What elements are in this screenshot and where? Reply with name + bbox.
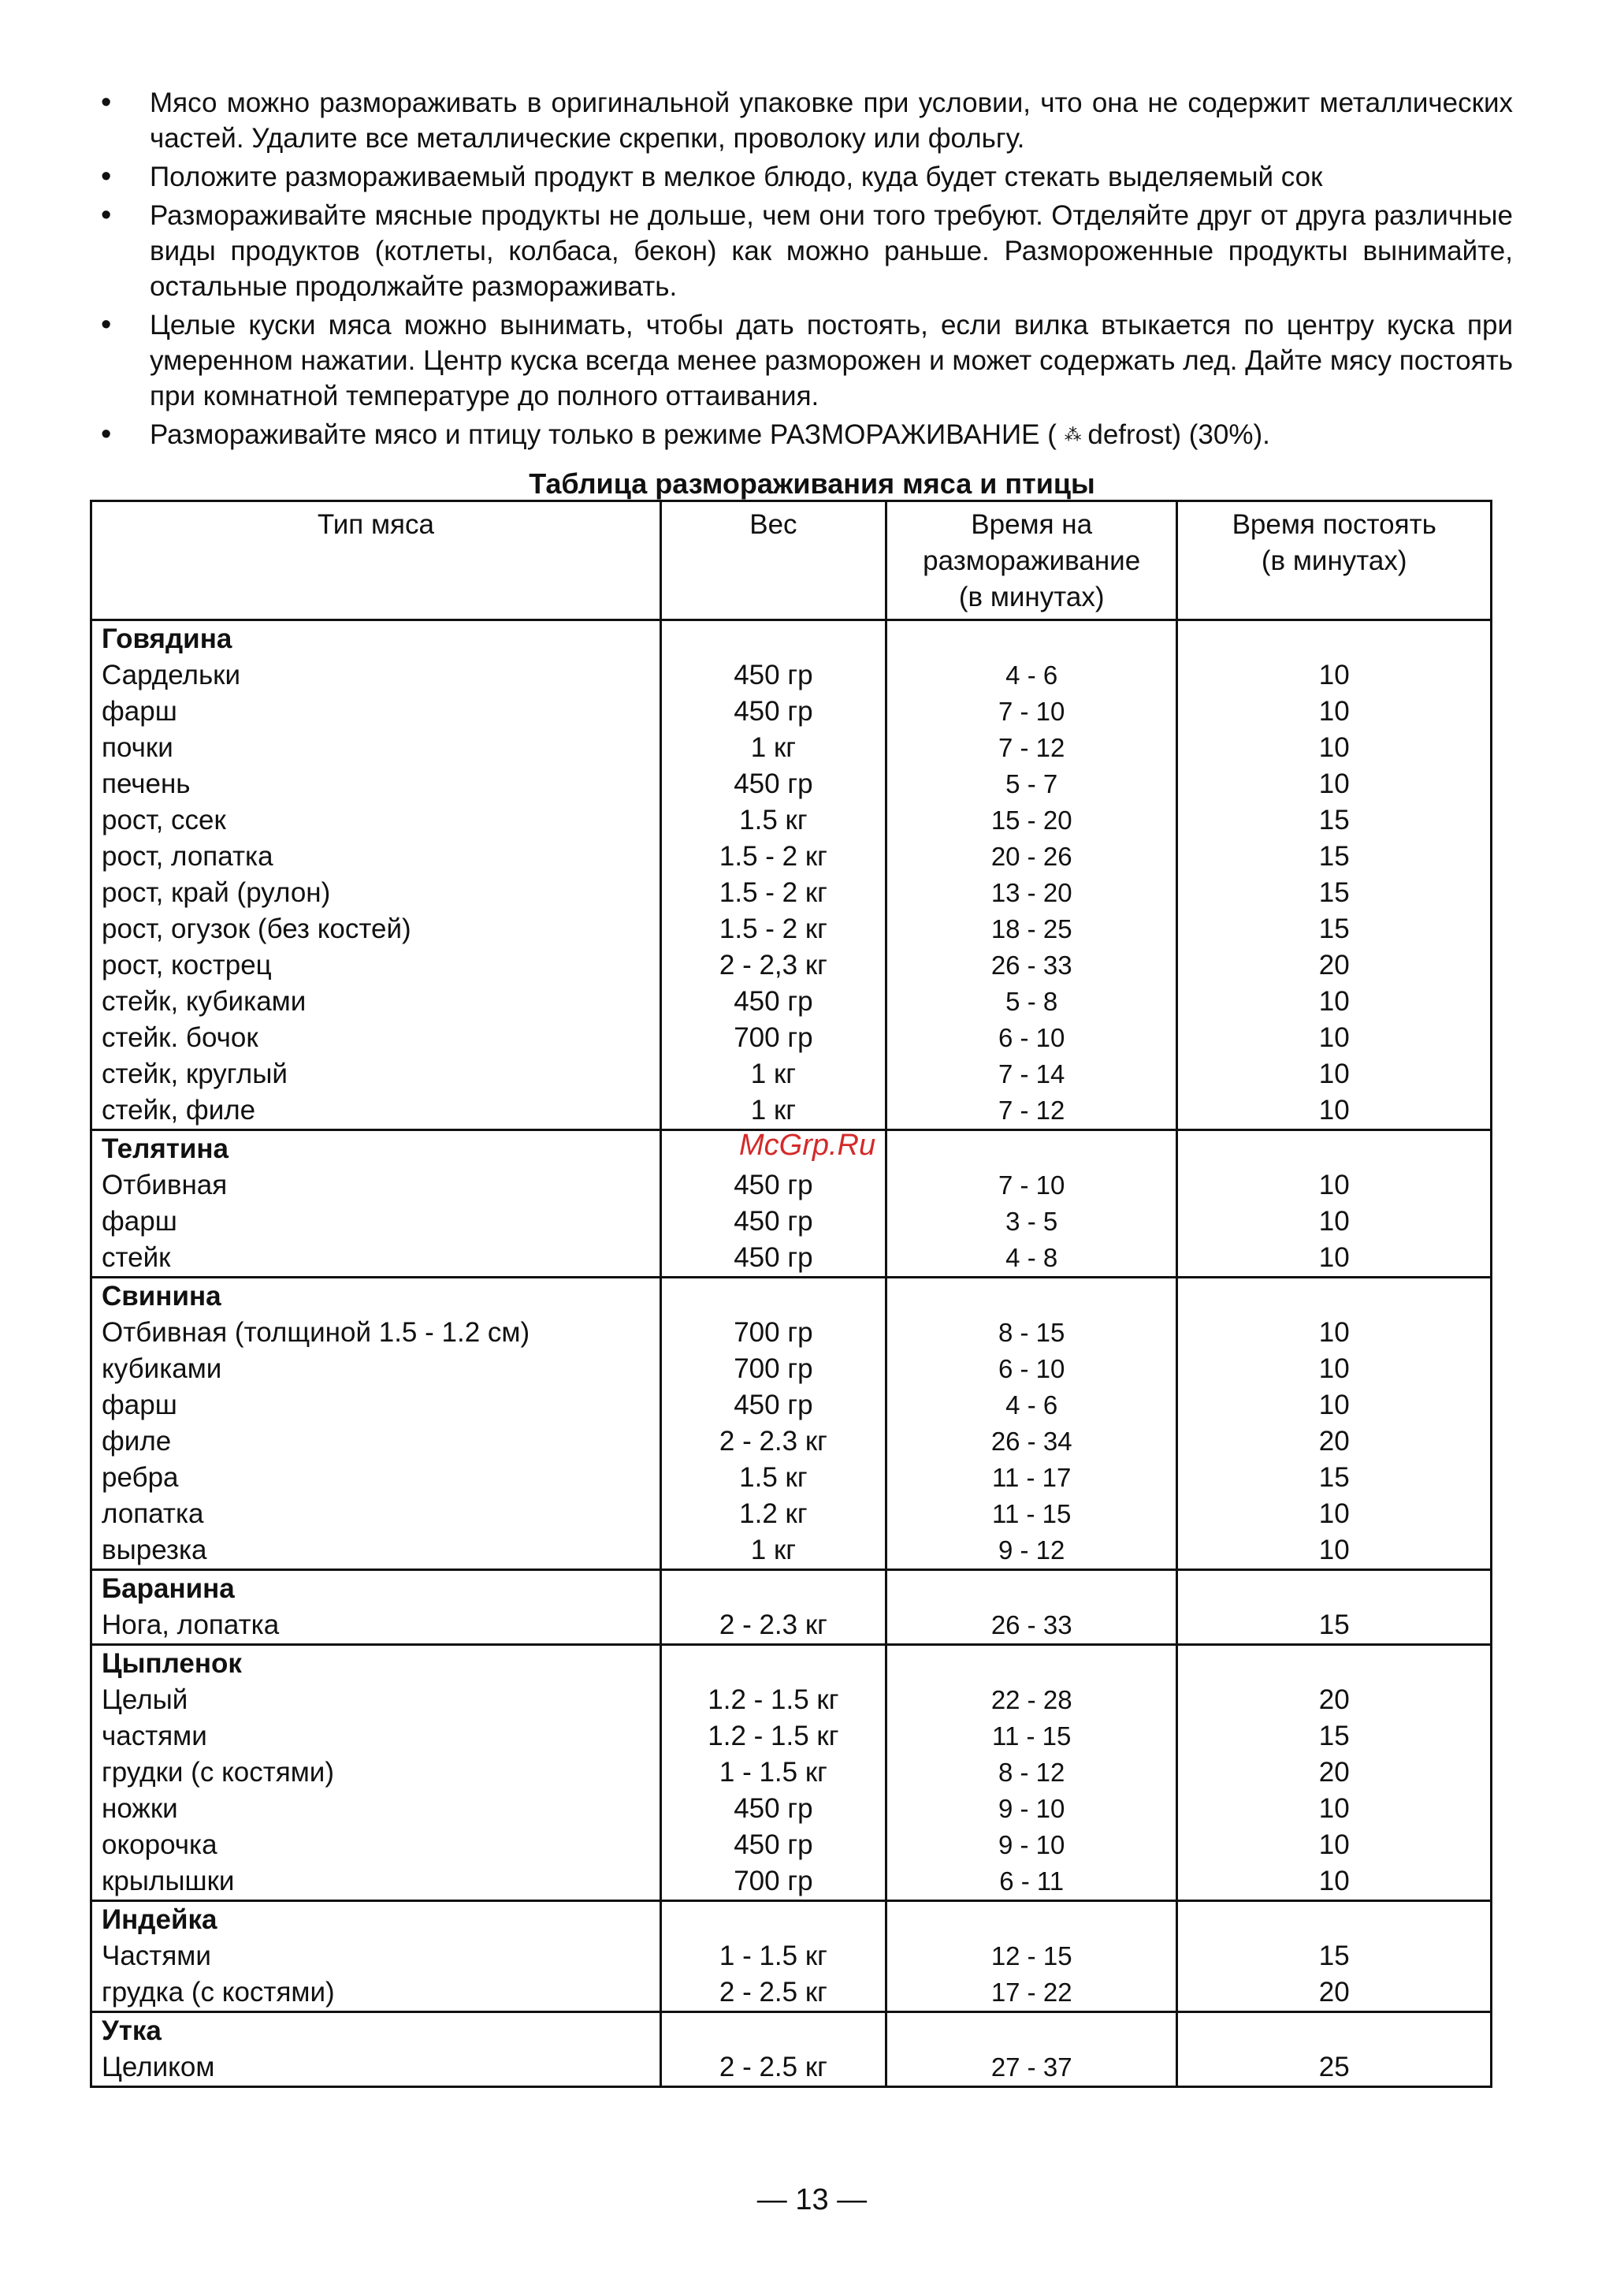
header-label: Время на — [971, 509, 1093, 540]
cell-meat-type: ножки — [91, 1791, 661, 1827]
header-label: Тип мяса — [317, 509, 434, 540]
cell-stand-time: 15 — [1177, 1718, 1492, 1755]
table-row — [91, 1056, 1492, 1092]
cell-stand-time: 10 — [1177, 1020, 1492, 1056]
cell-meat-type: фарш — [91, 1204, 661, 1240]
cell-weight: 1.5 кг — [660, 802, 886, 839]
header-label: размораживание — [923, 545, 1141, 576]
cell-meat-type: Частями — [91, 1938, 661, 1974]
empty-cell — [660, 1645, 886, 1683]
cell-weight: 2 - 2,3 кг — [660, 947, 886, 984]
cell-stand-time: 15 — [1177, 875, 1492, 911]
cell-meat-type: грудка (с костями) — [91, 1974, 661, 2012]
meat-group — [91, 1645, 1492, 1901]
table-row — [91, 1682, 1492, 1718]
cell-weight: 700 гр — [660, 1863, 886, 1901]
cell-stand-time: 20 — [1177, 1755, 1492, 1791]
cell-defrost-time: 5 - 7 — [886, 766, 1176, 802]
cell-defrost-time: 27 - 37 — [886, 2049, 1176, 2087]
table-title: Таблица размораживания мяса и птицы — [529, 467, 1095, 500]
cell-weight: 450 гр — [660, 766, 886, 802]
category-name: Цыпленок — [91, 1645, 661, 1683]
category-name: Говядина — [91, 620, 661, 658]
table-row — [91, 1607, 1492, 1645]
meat-group — [91, 2012, 1492, 2087]
cell-weight: 450 гр — [660, 1791, 886, 1827]
cell-defrost-time: 13 - 20 — [886, 875, 1176, 911]
cell-weight: 1.5 - 2 кг — [660, 911, 886, 947]
category-name: Баранина — [91, 1570, 661, 1608]
cell-meat-type: грудки (с костями) — [91, 1755, 661, 1791]
table-row — [91, 1532, 1492, 1570]
cell-weight: 450 гр — [660, 1827, 886, 1863]
table-row — [91, 1240, 1492, 1278]
cell-weight: 1.2 кг — [660, 1496, 886, 1532]
empty-cell — [660, 1901, 886, 1939]
cell-stand-time: 15 — [1177, 802, 1492, 839]
cell-defrost-time: 6 - 10 — [886, 1351, 1176, 1387]
table-row — [91, 1020, 1492, 1056]
cell-stand-time: 10 — [1177, 766, 1492, 802]
cell-stand-time: 15 — [1177, 1460, 1492, 1496]
table-row — [91, 839, 1492, 875]
category-row — [91, 2012, 1492, 2050]
empty-cell — [1177, 1130, 1492, 1168]
cell-weight: 700 гр — [660, 1351, 886, 1387]
table-row — [91, 1167, 1492, 1204]
cell-meat-type: фарш — [91, 694, 661, 730]
instruction-item-defrost-mode — [95, 417, 1513, 452]
cell-weight: 1.5 - 2 кг — [660, 875, 886, 911]
table-row — [91, 1315, 1492, 1351]
meat-group — [91, 620, 1492, 1130]
cell-defrost-time: 8 - 12 — [886, 1755, 1176, 1791]
cell-stand-time: 10 — [1177, 1827, 1492, 1863]
category-row — [91, 1570, 1492, 1608]
cell-defrost-time: 7 - 12 — [886, 730, 1176, 766]
cell-weight: 1.2 - 1.5 кг — [660, 1718, 886, 1755]
cell-defrost-time: 8 - 15 — [886, 1315, 1176, 1351]
table-row — [91, 1351, 1492, 1387]
cell-meat-type: рост, огузок (без костей) — [91, 911, 661, 947]
cell-defrost-time: 18 - 25 — [886, 911, 1176, 947]
cell-defrost-time: 4 - 6 — [886, 657, 1176, 694]
header-stand-time — [1177, 501, 1492, 620]
category-name: Утка — [91, 2012, 661, 2050]
category-name: Телятина — [91, 1130, 661, 1168]
instruction-text: Размораживайте мясо и птицу только в режиме РАЗМОРАЖИВАНИЕ ( — [150, 419, 1057, 450]
header-label: (в минутах) — [958, 582, 1105, 612]
cell-weight: 450 гр — [660, 694, 886, 730]
table-row — [91, 802, 1492, 839]
cell-weight: 1 кг — [660, 1532, 886, 1570]
cell-stand-time: 10 — [1177, 1092, 1492, 1130]
page-number: — 13 — — [756, 2183, 868, 2216]
empty-cell — [886, 2012, 1176, 2050]
instruction-suffix: ) (30%). — [1172, 419, 1270, 450]
empty-cell — [1177, 2012, 1492, 2050]
cell-defrost-time: 17 - 22 — [886, 1974, 1176, 2012]
cell-defrost-time: 26 - 33 — [886, 947, 1176, 984]
empty-cell — [1177, 1645, 1492, 1683]
cell-stand-time: 10 — [1177, 1351, 1492, 1387]
meat-group — [91, 1278, 1492, 1570]
cell-weight: 2 - 2.3 кг — [660, 1607, 886, 1645]
table-row — [91, 984, 1492, 1020]
cell-meat-type: вырезка — [91, 1532, 661, 1570]
empty-cell — [1177, 1901, 1492, 1939]
cell-meat-type: стейк, филе — [91, 1092, 661, 1130]
cell-weight: 2 - 2.5 кг — [660, 1974, 886, 2012]
table-row — [91, 1755, 1492, 1791]
cell-meat-type: Отбивная (толщиной 1.5 - 1.2 см) — [91, 1315, 661, 1351]
cell-meat-type: Целиком — [91, 2049, 661, 2087]
category-row — [91, 1278, 1492, 1315]
empty-cell — [886, 1901, 1176, 1939]
cell-stand-time: 20 — [1177, 1974, 1492, 2012]
cell-weight: 2 - 2.5 кг — [660, 2049, 886, 2087]
empty-cell — [886, 1645, 1176, 1683]
cell-stand-time: 10 — [1177, 1056, 1492, 1092]
table-row — [91, 2049, 1492, 2087]
empty-cell — [1177, 1278, 1492, 1315]
instruction-item: • Целые куски мяса можно вынимать, чтобы дать постоять, если вилка втыкается по центру куска при умеренном нажатии. Центр куска всегда менее разморожен и может содержать лед. Дайте мясу постоять при комнатной температуре до полного оттаивания. — [95, 307, 1513, 414]
table-row — [91, 911, 1492, 947]
cell-stand-time: 10 — [1177, 694, 1492, 730]
category-row — [91, 1901, 1492, 1939]
cell-meat-type: Нога, лопатка — [91, 1607, 661, 1645]
cell-stand-time: 20 — [1177, 1682, 1492, 1718]
cell-weight: 450 гр — [660, 1204, 886, 1240]
header-weight — [660, 501, 886, 620]
cell-meat-type: фарш — [91, 1387, 661, 1423]
cell-defrost-time: 3 - 5 — [886, 1204, 1176, 1240]
cell-stand-time: 10 — [1177, 730, 1492, 766]
cell-stand-time: 10 — [1177, 1532, 1492, 1570]
instruction-item: • Мясо можно размораживать в оригинальной упаковке при условии, что она не содержит металлических частей. Удалите все металлические скрепки, проволоку или фольгу. — [95, 85, 1513, 156]
cell-weight: 700 гр — [660, 1315, 886, 1351]
meat-group — [91, 1570, 1492, 1645]
cell-meat-type: стейк. бочок — [91, 1020, 661, 1056]
cell-weight: 1 кг — [660, 1092, 886, 1130]
cell-meat-type: лопатка — [91, 1496, 661, 1532]
header-label: (в минутах) — [1261, 545, 1407, 576]
cell-defrost-time: 11 - 15 — [886, 1496, 1176, 1532]
category-row — [91, 1645, 1492, 1683]
table-row — [91, 1460, 1492, 1496]
cell-weight: 1 - 1.5 кг — [660, 1938, 886, 1974]
cell-stand-time: 10 — [1177, 1204, 1492, 1240]
cell-stand-time: 10 — [1177, 657, 1492, 694]
empty-cell — [1177, 620, 1492, 658]
cell-meat-type: стейк, круглый — [91, 1056, 661, 1092]
cell-stand-time: 15 — [1177, 839, 1492, 875]
cell-weight: 450 гр — [660, 1240, 886, 1278]
table-row — [91, 1496, 1492, 1532]
cell-meat-type: Сардельки — [91, 657, 661, 694]
table-row — [91, 1938, 1492, 1974]
cell-meat-type: печень — [91, 766, 661, 802]
cell-meat-type: филе — [91, 1423, 661, 1460]
cell-meat-type: рост, край (рулон) — [91, 875, 661, 911]
cell-stand-time: 10 — [1177, 1791, 1492, 1827]
empty-cell — [660, 620, 886, 658]
defrost-table — [90, 500, 1492, 2088]
cell-meat-type: рост, ссек — [91, 802, 661, 839]
cell-weight: 1.5 кг — [660, 1460, 886, 1496]
cell-weight: 450 гр — [660, 1387, 886, 1423]
cell-defrost-time: 5 - 8 — [886, 984, 1176, 1020]
empty-cell — [660, 1278, 886, 1315]
cell-defrost-time: 7 - 10 — [886, 694, 1176, 730]
category-name: Индейка — [91, 1901, 661, 1939]
cell-defrost-time: 6 - 10 — [886, 1020, 1176, 1056]
empty-cell — [660, 2012, 886, 2050]
cell-stand-time: 15 — [1177, 1607, 1492, 1645]
cell-stand-time: 10 — [1177, 984, 1492, 1020]
table-row — [91, 694, 1492, 730]
table-row — [91, 657, 1492, 694]
cell-stand-time: 25 — [1177, 2049, 1492, 2087]
cell-defrost-time: 4 - 6 — [886, 1387, 1176, 1423]
cell-weight: 1.2 - 1.5 кг — [660, 1682, 886, 1718]
header-label: Вес — [749, 509, 797, 540]
cell-defrost-time: 26 - 34 — [886, 1423, 1176, 1460]
cell-meat-type: рост, лопатка — [91, 839, 661, 875]
cell-stand-time: 10 — [1177, 1167, 1492, 1204]
cell-weight: 1 кг — [660, 730, 886, 766]
table-row — [91, 1791, 1492, 1827]
category-row — [91, 620, 1492, 658]
cell-weight: 1 кг — [660, 1056, 886, 1092]
cell-defrost-time: 20 - 26 — [886, 839, 1176, 875]
meat-group — [91, 1901, 1492, 2012]
header-meat-type — [91, 501, 661, 620]
cell-stand-time: 20 — [1177, 947, 1492, 984]
table-row — [91, 1204, 1492, 1240]
cell-stand-time: 10 — [1177, 1863, 1492, 1901]
cell-weight: 450 гр — [660, 657, 886, 694]
cell-meat-type: почки — [91, 730, 661, 766]
cell-weight: 450 гр — [660, 984, 886, 1020]
table-row — [91, 947, 1492, 984]
table-row — [91, 1718, 1492, 1755]
empty-cell — [886, 1278, 1176, 1315]
table-row — [91, 1974, 1492, 2012]
cell-stand-time: 10 — [1177, 1315, 1492, 1351]
watermark: McGrp.Ru — [739, 1129, 876, 1162]
table-row — [91, 1423, 1492, 1460]
cell-meat-type: крылышки — [91, 1863, 661, 1901]
cell-defrost-time: 4 - 8 — [886, 1240, 1176, 1278]
table-row — [91, 1092, 1492, 1130]
cell-meat-type: ребра — [91, 1460, 661, 1496]
cell-weight: 2 - 2.3 кг — [660, 1423, 886, 1460]
cell-defrost-time: 7 - 14 — [886, 1056, 1176, 1092]
instructions-list — [95, 85, 1513, 456]
cell-defrost-time: 9 - 10 — [886, 1791, 1176, 1827]
cell-meat-type: рост, кострец — [91, 947, 661, 984]
empty-cell — [1177, 1570, 1492, 1608]
table-row — [91, 875, 1492, 911]
cell-defrost-time: 15 - 20 — [886, 802, 1176, 839]
table-row — [91, 1387, 1492, 1423]
cell-stand-time: 10 — [1177, 1387, 1492, 1423]
cell-stand-time: 15 — [1177, 1938, 1492, 1974]
instruction-item: • Размораживайте мясные продукты не дольше, чем они того требуют. Отделяйте друг от друга различные виды продуктов (котлеты, колбаса, бекон) как можно раньше. Размороженные продукты вынимайте, остальные продолжайте размораживать. — [95, 198, 1513, 304]
cell-defrost-time: 9 - 10 — [886, 1827, 1176, 1863]
cell-meat-type: стейк — [91, 1240, 661, 1278]
cell-meat-type: стейк, кубиками — [91, 984, 661, 1020]
cell-stand-time: 10 — [1177, 1240, 1492, 1278]
empty-cell — [886, 1570, 1176, 1608]
empty-cell — [886, 1130, 1176, 1168]
category-name: Свинина — [91, 1278, 661, 1315]
cell-stand-time: 20 — [1177, 1423, 1492, 1460]
cell-defrost-time: 12 - 15 — [886, 1938, 1176, 1974]
cell-defrost-time: 7 - 12 — [886, 1092, 1176, 1130]
cell-meat-type: кубиками — [91, 1351, 661, 1387]
cell-weight: 1 - 1.5 кг — [660, 1755, 886, 1791]
table-row — [91, 730, 1492, 766]
cell-meat-type: Отбивная — [91, 1167, 661, 1204]
cell-meat-type: Целый — [91, 1682, 661, 1718]
table-header — [91, 501, 1492, 620]
header-label: Время постоять — [1232, 509, 1436, 540]
cell-meat-type: окорочка — [91, 1827, 661, 1863]
table-row — [91, 766, 1492, 802]
snowflake-defrost-icon: ⁂ — [1064, 425, 1080, 445]
cell-meat-type: частями — [91, 1718, 661, 1755]
table-row — [91, 1863, 1492, 1901]
empty-cell — [886, 620, 1176, 658]
table-row — [91, 1827, 1492, 1863]
cell-stand-time: 10 — [1177, 1496, 1492, 1532]
cell-defrost-time: 6 - 11 — [886, 1863, 1176, 1901]
defrost-icon-label: defrost — [1087, 419, 1172, 450]
cell-defrost-time: 11 - 17 — [886, 1460, 1176, 1496]
cell-weight: 700 гр — [660, 1020, 886, 1056]
cell-defrost-time: 7 - 10 — [886, 1167, 1176, 1204]
empty-cell — [660, 1570, 886, 1608]
cell-stand-time: 15 — [1177, 911, 1492, 947]
header-defrost-time — [886, 501, 1176, 620]
cell-defrost-time: 9 - 12 — [886, 1532, 1176, 1570]
cell-defrost-time: 26 - 33 — [886, 1607, 1176, 1645]
cell-defrost-time: 22 - 28 — [886, 1682, 1176, 1718]
cell-weight: 1.5 - 2 кг — [660, 839, 886, 875]
instruction-item: • Положите размораживаемый продукт в мелкое блюдо, куда будет стекать выделяемый сок — [95, 159, 1513, 195]
cell-defrost-time: 11 - 15 — [886, 1718, 1176, 1755]
header-row — [91, 501, 1492, 620]
cell-weight: 450 гр — [660, 1167, 886, 1204]
